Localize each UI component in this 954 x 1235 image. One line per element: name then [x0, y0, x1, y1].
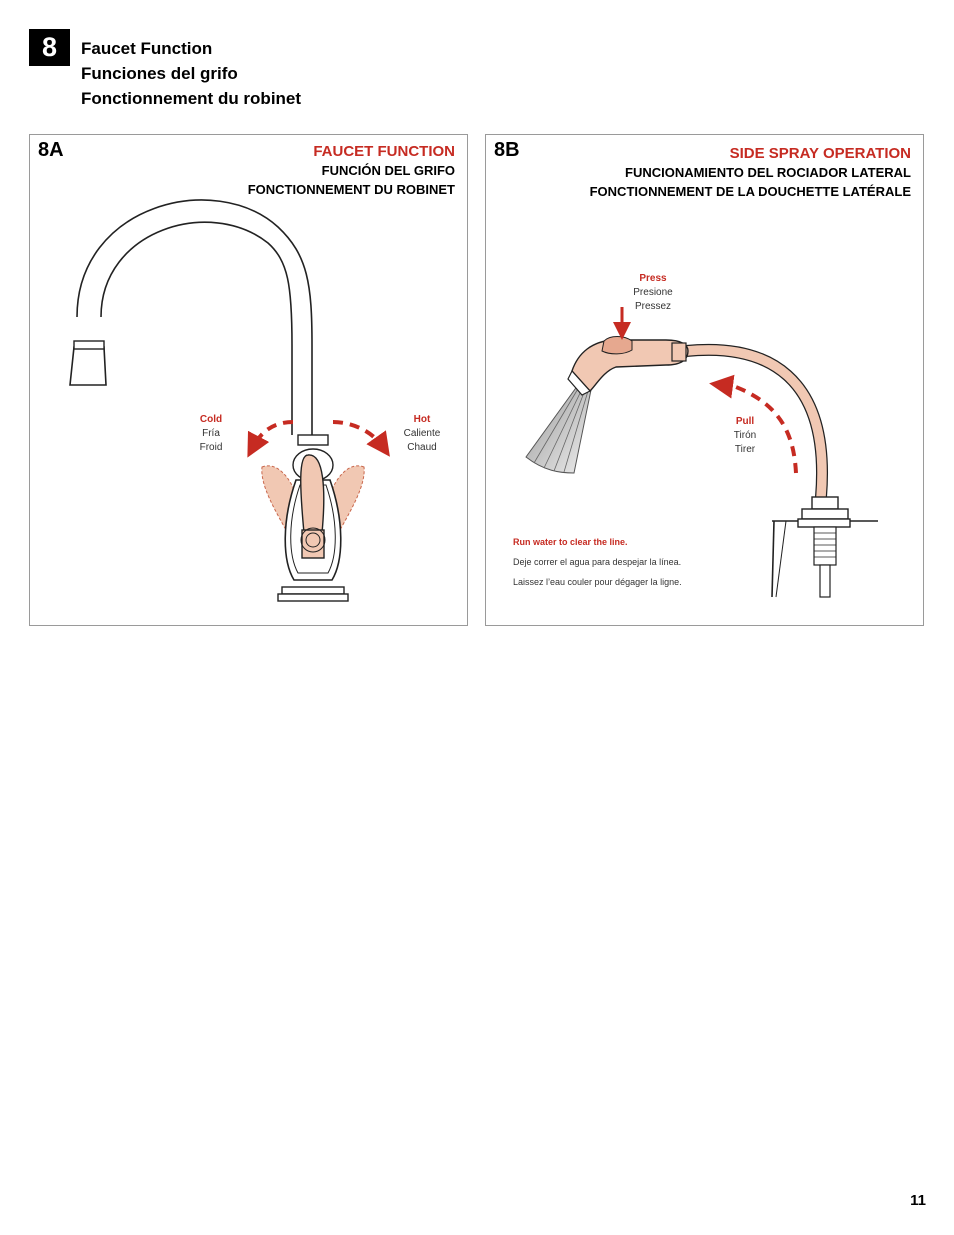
- page-number: 11: [910, 1192, 926, 1209]
- step-number-badge: 8: [29, 29, 70, 66]
- heading-faucet-function: FAUCET FUNCTION: [313, 143, 455, 160]
- label-press: Press Presione Pressez: [633, 273, 673, 312]
- panel-id-8b: 8B: [494, 139, 520, 161]
- handle-center: [301, 455, 324, 533]
- panel-b-heading: [590, 144, 911, 201]
- subheading-fr: FONCTIONNEMENT DE LA DOUCHETTE LATÉRALE: [589, 184, 911, 199]
- run-water-note: Run water to clear the line. Deje correr el agua para despejar la línea. Laissez l’eau couler pour dégager la ligne.: [513, 537, 682, 587]
- label-hot: Hot Caliente Chaud: [403, 414, 441, 453]
- panel-id-8a: 8A: [38, 139, 64, 161]
- rotate-cold-arrow: [253, 422, 293, 447]
- spray-fitting: [798, 497, 850, 597]
- step-title-fr: Fonctionnement du robinet: [81, 89, 302, 108]
- subheading-fr: FONCTIONNEMENT DU ROBINET: [247, 182, 455, 197]
- panel-side-spray: [485, 134, 924, 626]
- panel-faucet-function: [29, 134, 468, 626]
- step-titles: [81, 36, 301, 111]
- spray-head: [568, 337, 688, 396]
- panel-a-heading: [248, 142, 455, 199]
- label-pull: Pull Tirón Tirer: [733, 416, 757, 455]
- heading-side-spray: SIDE SPRAY OPERATION: [729, 145, 911, 162]
- step-title-es: Funciones del grifo: [81, 64, 238, 83]
- subheading-es: FUNCIONAMIENTO DEL ROCIADOR LATERAL: [625, 165, 911, 180]
- faucet-function-illustration: [30, 135, 468, 626]
- rotate-hot-arrow: [333, 422, 383, 447]
- label-cold: Cold Fría Froid: [199, 414, 223, 453]
- step-title-en: Faucet Function: [81, 39, 213, 58]
- subheading-es: FUNCIÓN DEL GRIFO: [321, 163, 455, 178]
